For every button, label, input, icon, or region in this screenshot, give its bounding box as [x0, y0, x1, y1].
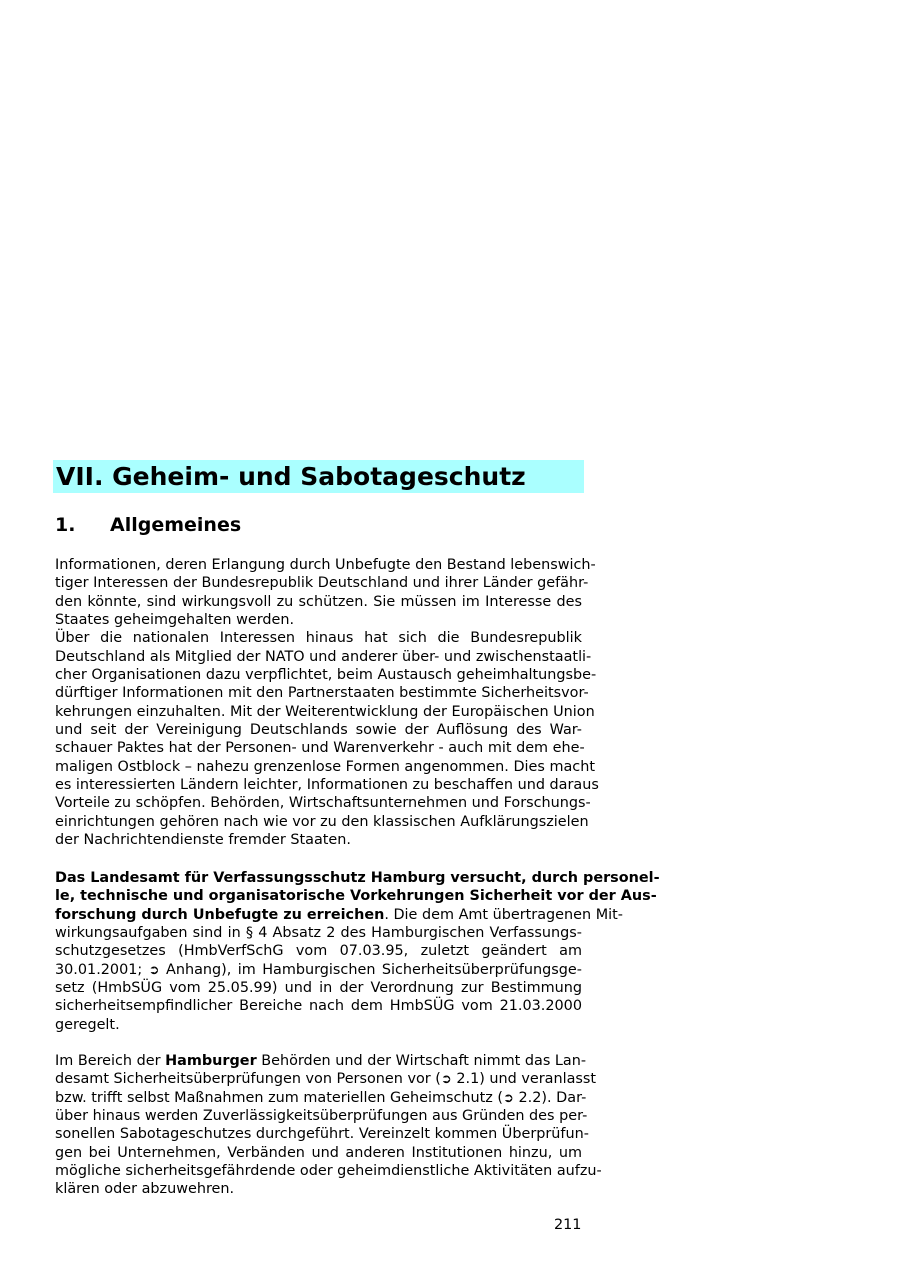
- text-run: 30.01.2001;: [55, 961, 149, 978]
- text-run: . Die dem Amt übertragenen Mit-: [384, 906, 623, 923]
- text-line: [55, 887, 657, 905]
- paragraph-lfv-duties: [55, 869, 660, 1034]
- text-line: [55, 906, 623, 924]
- text-line: [55, 1089, 587, 1107]
- arrow-reference-icon: ➲: [440, 1072, 452, 1088]
- text-line: schutzgesetzes (HmbVerfSchG vom 07.03.95, zuletzt geändert am: [55, 943, 582, 960]
- arrow-reference-icon: ➲: [148, 962, 160, 978]
- text-line: [55, 961, 582, 979]
- text-run: Anhang), im Hamburgischen Sicherheitsüberprüfungsge-: [159, 961, 582, 978]
- chapter-title: [53, 460, 584, 493]
- text-run: desamt Sicherheitsüberprüfungen von Personen vor (: [55, 1071, 441, 1088]
- paragraph-intro: [55, 556, 599, 850]
- text-line: Vorteile zu schöpfen. Behörden, Wirtschaftsunternehmen und Forschungs-: [55, 795, 591, 812]
- text-run: bzw. trifft selbst Maßnahmen zum materiellen Geheimschutz (: [55, 1089, 504, 1106]
- text-line: und seit der Vereinigung Deutschlands sowie der Auflösung des War-: [55, 722, 582, 739]
- text-line: setz (HmbSÜG vom 25.05.99) und in der Verordnung zur Bestimmung: [55, 980, 582, 997]
- text-run: 2.2). Dar-: [513, 1089, 587, 1106]
- text-line: der Nachrichtendienste fremder Staaten.: [55, 832, 351, 849]
- text-line: geregelt.: [55, 1016, 120, 1033]
- text-line: cher Organisationen dazu verpflichtet, beim Austausch geheimhaltungsbe-: [55, 667, 597, 684]
- text-line: [55, 1070, 597, 1088]
- section-title: Allgemeines: [110, 514, 242, 536]
- text-line: wirkungsaufgaben sind in § 4 Absatz 2 des Hamburgischen Verfassungs-: [55, 925, 582, 942]
- text-line: Deutschland als Mitglied der NATO und anderer über- und zwischenstaatli-: [55, 648, 592, 665]
- section-heading: [55, 513, 241, 537]
- chapter-title-text: VII. Geheim- und Sabotageschutz: [56, 462, 526, 491]
- text-line: über hinaus werden Zuverlässigkeitsüberprüfungen aus Gründen des per-: [55, 1108, 588, 1125]
- text-line: dürftiger Informationen mit den Partnerstaaten bestimmte Sicherheitsvor-: [55, 685, 589, 702]
- text-line: schauer Paktes hat der Personen- und Warenverkehr - auch mit dem ehe-: [55, 740, 585, 757]
- bold-text: forschung durch Unbefugte zu erreichen: [55, 906, 385, 923]
- text-line: gen bei Unternehmen, Verbänden und anderen Institutionen hinzu, um: [55, 1144, 582, 1161]
- bold-text: Hamburger: [165, 1053, 257, 1069]
- text-line: einrichtungen gehören nach wie vor zu den klassischen Aufklärungszielen: [55, 813, 589, 830]
- text-line: [55, 1052, 587, 1070]
- text-line: sonellen Sabotageschutzes durchgeführt. Vereinzelt kommen Überprüfun-: [55, 1126, 589, 1143]
- text-line: kehrungen einzuhalten. Mit der Weiterentwicklung der Europäischen Union: [55, 703, 595, 720]
- text-line: Staates geheimgehalten werden.: [55, 612, 295, 629]
- text-run: Im Bereich der: [55, 1053, 166, 1069]
- bold-text: le, technische und organisatorische Vorkehrungen Sicherheit vor der Aus-: [55, 888, 657, 905]
- text-line: [55, 869, 660, 887]
- text-line: tiger Interessen der Bundesrepublik Deutschland und ihrer Länder gefähr-: [55, 575, 589, 592]
- text-line: sicherheitsempfindlicher Bereiche nach dem HmbSÜG vom 21.03.2000: [55, 998, 582, 1015]
- text-line: den könnte, sind wirkungsvoll zu schützen. Sie müssen im Interesse des: [55, 593, 582, 610]
- page-number: 211: [554, 1217, 582, 1233]
- section-number: 1.: [55, 514, 76, 536]
- text-line: mögliche sicherheitsgefährdende oder geheimdienstliche Aktivitäten aufzu-: [55, 1163, 602, 1180]
- text-line: es interessierten Ländern leichter, Informationen zu beschaffen und daraus: [55, 777, 599, 794]
- text-run: Behörden und der Wirtschaft nimmt das Lan-: [256, 1053, 587, 1069]
- text-run: 2.1) und veranlasst: [451, 1071, 597, 1088]
- text-line: maligen Ostblock – nahezu grenzenlose Formen angenommen. Dies macht: [55, 758, 595, 775]
- text-line: klären oder abzuwehren.: [55, 1181, 235, 1198]
- text-line: Informationen, deren Erlangung durch Unbefugte den Bestand lebenswich-: [55, 557, 596, 573]
- bold-text: Das Landesamt für Verfassungsschutz Hamburg versucht, durch personel-: [55, 870, 660, 886]
- paragraph-hamburg-checks: [55, 1052, 602, 1199]
- arrow-reference-icon: ➲: [503, 1090, 514, 1106]
- text-line: Über die nationalen Interessen hinaus hat sich die Bundesrepublik: [55, 630, 582, 647]
